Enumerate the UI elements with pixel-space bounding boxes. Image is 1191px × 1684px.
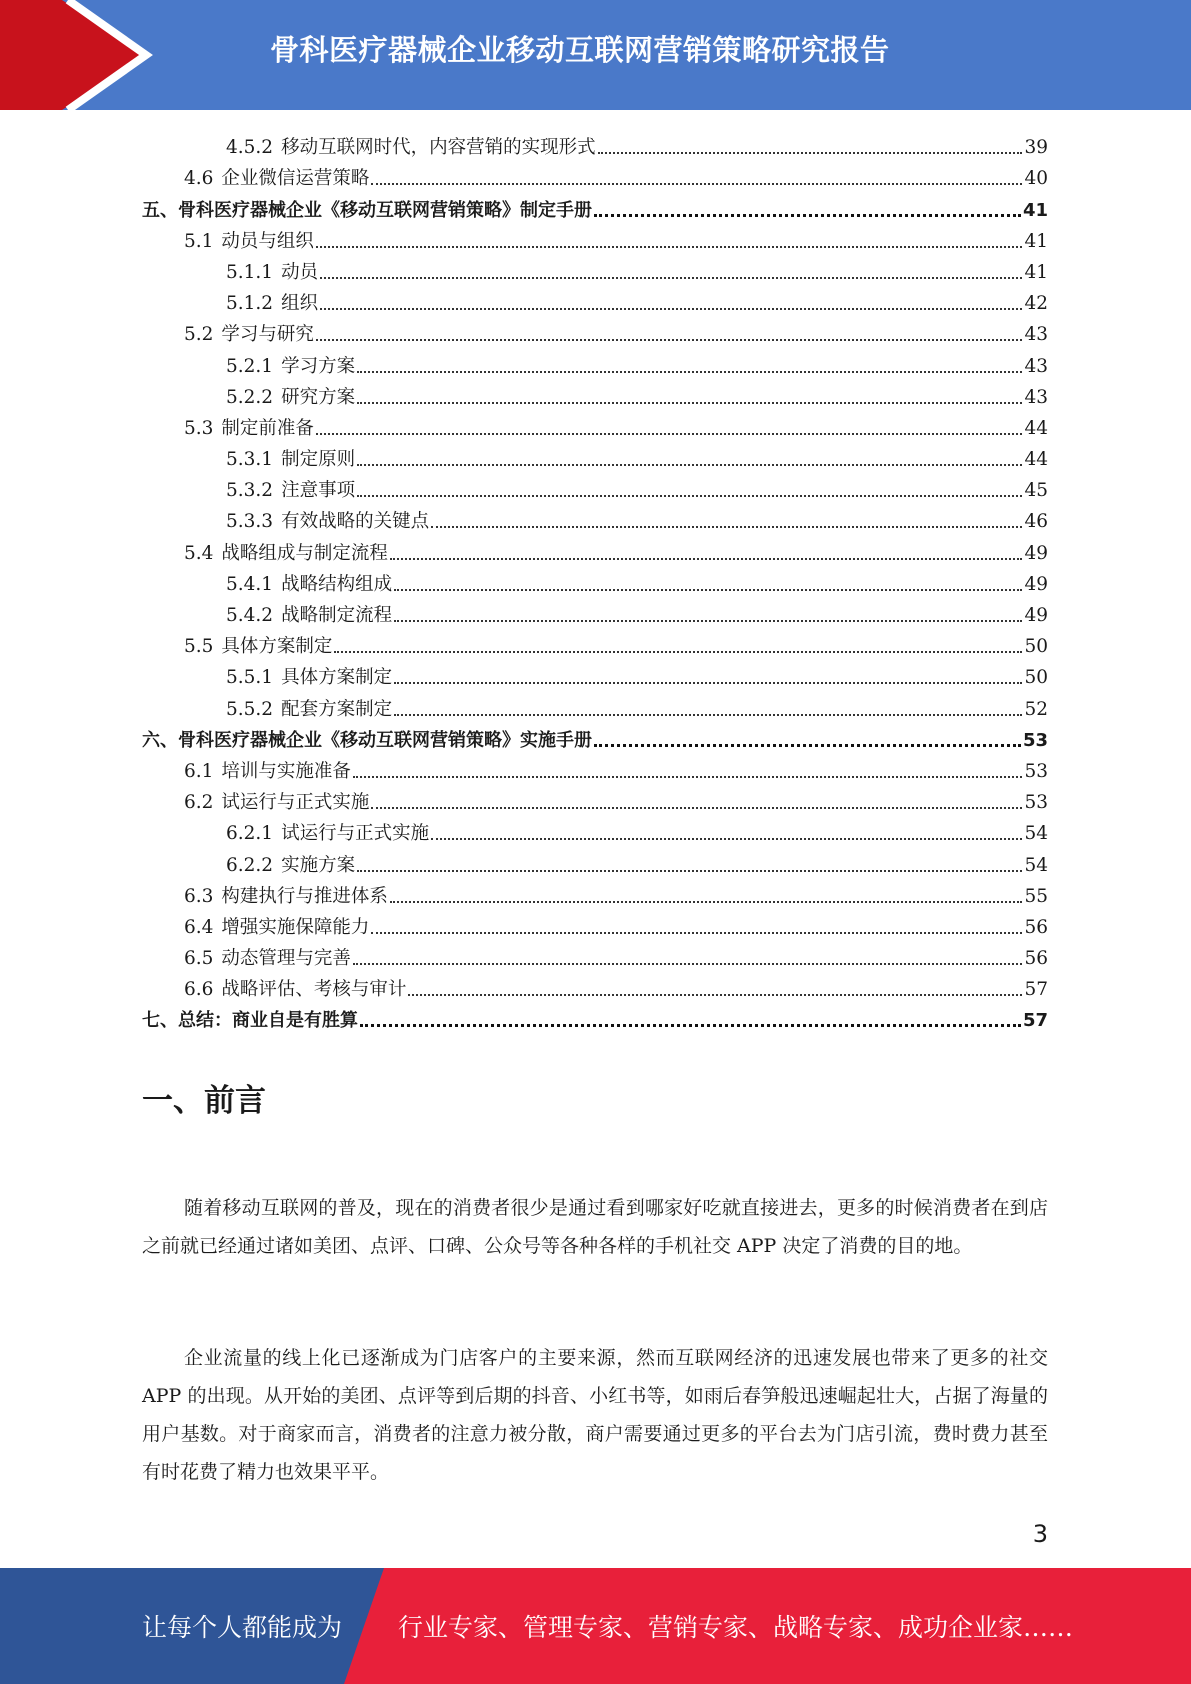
toc-dot-leader bbox=[353, 962, 1023, 965]
toc-entry[interactable] bbox=[142, 783, 1048, 814]
toc-entry[interactable] bbox=[142, 877, 1048, 908]
toc-entry-page: 43 bbox=[1024, 386, 1048, 408]
toc-entry-label: 实施方案 bbox=[281, 854, 356, 876]
toc-entry-number: 5.1.1 bbox=[226, 261, 274, 283]
paragraph-2: 企业流量的线上化已逐渐成为门店客户的主要来源，然而互联网经济的迅速发展也带来了更多的社交 APP 的出现。从开始的美团、点评等到后期的抖音、小红书等，如雨后春笋般迅速崛起壮大，占据了海量的用户基数。对于商家而言，消费者的注意力被分散，商户需要通过更多的平台去为门店引流，费时费力甚至有时花费了精力也效果平平。 bbox=[142, 1347, 1048, 1483]
toc-entry-page: 56 bbox=[1024, 916, 1048, 938]
footer-roles: 行业专家、管理专家、营销专家、战略专家、成功企业家…… bbox=[398, 1613, 1074, 1642]
toc-entry-number: 6.2.2 bbox=[226, 854, 274, 876]
page-header bbox=[0, 0, 1191, 110]
toc-entry-page: 49 bbox=[1024, 573, 1048, 595]
toc-dot-leader bbox=[390, 557, 1023, 560]
toc-dot-leader bbox=[316, 338, 1023, 341]
toc-entry-label: 学习与研究 bbox=[221, 324, 314, 346]
toc-entry[interactable] bbox=[142, 596, 1048, 627]
toc-entry-page: 42 bbox=[1024, 293, 1048, 315]
toc-entry-page: 50 bbox=[1024, 636, 1048, 658]
toc-dot-leader bbox=[394, 713, 1022, 716]
toc-entry-label: 试运行与正式实施 bbox=[221, 792, 370, 814]
toc-entry-number: 5.4.2 bbox=[226, 605, 274, 626]
toc-entry-label: 具体方案制定 bbox=[221, 636, 333, 658]
table-of-contents bbox=[142, 128, 1048, 1032]
toc-entry-number: 5.5.2 bbox=[226, 698, 274, 720]
toc-entry-label: 制定原则 bbox=[281, 449, 356, 471]
toc-entry-page: 53 bbox=[1024, 760, 1048, 782]
toc-entry-page: 41 bbox=[1022, 199, 1048, 221]
toc-dot-leader bbox=[408, 993, 1022, 996]
toc-entry-label: 战略制定流程 bbox=[281, 605, 393, 626]
toc-entry-number: 5.4.1 bbox=[226, 573, 274, 595]
toc-entry-label: 六、骨科医疗器械企业《移动互联网营销策略》实施手册 bbox=[142, 729, 592, 751]
toc-entry-number: 4.5.2 bbox=[226, 137, 274, 159]
toc-entry[interactable] bbox=[142, 845, 1048, 876]
toc-entry[interactable] bbox=[142, 284, 1048, 315]
toc-entry-number: 5.3.2 bbox=[226, 480, 274, 502]
toc-dot-leader bbox=[357, 370, 1022, 373]
toc-entry-page: 49 bbox=[1024, 542, 1048, 564]
toc-dot-leader bbox=[320, 307, 1022, 310]
toc-entry-page: 57 bbox=[1024, 979, 1048, 1001]
toc-entry[interactable] bbox=[142, 752, 1048, 783]
page-footer bbox=[0, 1568, 1191, 1684]
toc-entry-number: 6.1 bbox=[184, 760, 214, 782]
toc-entry-number: 6.2.1 bbox=[226, 823, 274, 845]
toc-dot-leader bbox=[394, 588, 1022, 591]
toc-entry[interactable] bbox=[142, 315, 1048, 346]
toc-entry-label: 培训与实施准备 bbox=[221, 760, 351, 782]
toc-dot-leader bbox=[371, 806, 1022, 809]
toc-entry-page: 57 bbox=[1022, 1010, 1048, 1032]
toc-entry[interactable] bbox=[142, 346, 1048, 377]
toc-entry[interactable] bbox=[142, 253, 1048, 284]
toc-entry[interactable] bbox=[142, 658, 1048, 689]
toc-entry[interactable] bbox=[142, 939, 1048, 970]
toc-dot-leader bbox=[598, 151, 1023, 154]
toc-entry[interactable] bbox=[142, 471, 1048, 502]
toc-dot-leader bbox=[431, 837, 1022, 840]
toc-dot-leader bbox=[316, 432, 1023, 435]
toc-dot-leader bbox=[357, 463, 1022, 466]
toc-entry-page: 39 bbox=[1024, 137, 1048, 159]
toc-entry-label: 动员 bbox=[281, 261, 319, 283]
toc-entry-number: 5.5.1 bbox=[226, 667, 274, 689]
toc-entry[interactable] bbox=[142, 378, 1048, 409]
toc-dot-leader bbox=[594, 213, 1021, 217]
toc-entry-page: 55 bbox=[1024, 885, 1048, 907]
toc-entry-page: 41 bbox=[1024, 261, 1048, 283]
toc-dot-leader bbox=[357, 401, 1022, 404]
toc-dot-leader bbox=[371, 182, 1022, 185]
toc-entry[interactable] bbox=[142, 222, 1048, 253]
toc-entry-number: 6.2 bbox=[184, 792, 214, 814]
toc-entry-number: 4.6 bbox=[184, 168, 214, 190]
toc-dot-leader bbox=[357, 869, 1022, 872]
toc-entry-number: 5.5 bbox=[184, 636, 214, 658]
toc-dot-leader bbox=[320, 276, 1022, 279]
toc-entry-label: 组织 bbox=[281, 293, 319, 315]
toc-entry-label: 企业微信运营策略 bbox=[221, 168, 370, 190]
toc-entry-number: 5.2 bbox=[184, 324, 214, 346]
toc-entry-label: 有效战略的关键点 bbox=[281, 511, 430, 533]
toc-entry-number: 6.4 bbox=[184, 916, 214, 938]
page-number: 3 bbox=[1032, 1520, 1048, 1548]
toc-entry-number: 5.3.3 bbox=[226, 511, 274, 533]
toc-entry[interactable] bbox=[142, 190, 1048, 221]
toc-entry-page: 43 bbox=[1024, 355, 1048, 377]
toc-entry-label: 配套方案制定 bbox=[281, 698, 393, 720]
toc-dot-leader bbox=[594, 743, 1021, 747]
toc-entry[interactable] bbox=[142, 159, 1048, 190]
toc-entry-label: 移动互联网时代，内容营销的实现形式 bbox=[281, 137, 596, 159]
toc-entry-number: 5.2.2 bbox=[226, 386, 274, 408]
toc-entry-page: 53 bbox=[1024, 792, 1048, 814]
toc-dot-leader bbox=[334, 650, 1022, 653]
toc-dot-leader bbox=[357, 494, 1022, 497]
toc-entry-page: 44 bbox=[1024, 417, 1048, 439]
toc-entry[interactable] bbox=[142, 908, 1048, 939]
toc-dot-leader bbox=[394, 681, 1022, 684]
toc-entry-number: 5.3.1 bbox=[226, 449, 274, 471]
toc-entry[interactable] bbox=[142, 565, 1048, 596]
toc-entry-label: 制定前准备 bbox=[221, 417, 314, 439]
toc-dot-leader bbox=[394, 619, 1022, 622]
section-heading: 一、前言 bbox=[142, 1083, 266, 1119]
toc-entry-label: 战略结构组成 bbox=[281, 573, 393, 595]
toc-entry-page: 40 bbox=[1024, 168, 1048, 190]
toc-entry-number: 5.1 bbox=[184, 230, 214, 252]
toc-entry-label: 构建执行与推进体系 bbox=[221, 885, 388, 907]
toc-entry-page: 44 bbox=[1024, 449, 1048, 471]
toc-entry-number: 6.6 bbox=[184, 979, 214, 1001]
toc-entry-page: 53 bbox=[1022, 729, 1048, 751]
header-title: 骨科医疗器械企业移动互联网营销策略研究报告 bbox=[270, 33, 890, 67]
toc-entry-number: 5.2.1 bbox=[226, 355, 274, 377]
toc-dot-leader bbox=[431, 525, 1022, 528]
toc-entry-page: 54 bbox=[1024, 854, 1048, 876]
toc-entry[interactable] bbox=[142, 970, 1048, 1001]
toc-entry[interactable] bbox=[142, 627, 1048, 658]
toc-entry-label: 战略组成与制定流程 bbox=[221, 542, 388, 564]
toc-entry-label: 注意事项 bbox=[281, 480, 356, 502]
toc-dot-leader bbox=[360, 1023, 1021, 1027]
toc-entry-number: 6.5 bbox=[184, 948, 214, 970]
toc-entry-page: 50 bbox=[1024, 667, 1048, 689]
toc-entry[interactable] bbox=[142, 721, 1048, 752]
toc-entry-page: 49 bbox=[1024, 605, 1048, 626]
toc-entry-page: 45 bbox=[1024, 480, 1048, 502]
toc-entry-number: 6.3 bbox=[184, 885, 214, 907]
toc-entry[interactable] bbox=[142, 533, 1048, 564]
toc-entry-page: 41 bbox=[1024, 230, 1048, 252]
toc-entry-label: 增强实施保障能力 bbox=[221, 916, 370, 938]
toc-entry-label: 战略评估、考核与审计 bbox=[221, 979, 407, 1001]
toc-entry-label: 七、总结：商业自是有胜算 bbox=[142, 1010, 358, 1032]
toc-dot-leader bbox=[390, 900, 1023, 903]
toc-entry[interactable] bbox=[142, 502, 1048, 533]
toc-entry-label: 五、骨科医疗器械企业《移动互联网营销策略》制定手册 bbox=[142, 199, 592, 221]
toc-entry[interactable] bbox=[142, 409, 1048, 440]
toc-entry[interactable] bbox=[142, 128, 1048, 159]
toc-entry-label: 研究方案 bbox=[281, 386, 356, 408]
paragraph-1: 随着移动互联网的普及，现在的消费者很少是通过看到哪家好吃就直接进去，更多的时候消费者在到店之前就已经通过诸如美团、点评、口碑、公众号等各种各样的手机社交 APP 决定了消费的目的地。 bbox=[142, 1197, 1048, 1257]
toc-entry-label: 具体方案制定 bbox=[281, 667, 393, 689]
toc-entry-page: 43 bbox=[1024, 324, 1048, 346]
toc-entry[interactable] bbox=[142, 814, 1048, 845]
toc-entry[interactable] bbox=[142, 689, 1048, 720]
toc-entry-page: 46 bbox=[1024, 511, 1048, 533]
toc-entry-label: 学习方案 bbox=[281, 355, 356, 377]
toc-entry-page: 52 bbox=[1024, 698, 1048, 720]
toc-entry[interactable] bbox=[142, 1001, 1048, 1032]
footer-slogan: 让每个人都能成为 bbox=[142, 1613, 343, 1642]
toc-dot-leader bbox=[353, 775, 1023, 778]
toc-dot-leader bbox=[316, 245, 1023, 248]
toc-entry-number: 5.3 bbox=[184, 417, 214, 439]
toc-entry-label: 动态管理与完善 bbox=[221, 948, 351, 970]
toc-entry[interactable] bbox=[142, 440, 1048, 471]
toc-entry-number: 5.4 bbox=[184, 542, 214, 564]
toc-dot-leader bbox=[371, 931, 1022, 934]
toc-entry-number: 5.1.2 bbox=[226, 293, 274, 315]
toc-entry-label: 动员与组织 bbox=[221, 230, 314, 252]
toc-entry-page: 54 bbox=[1024, 823, 1048, 845]
toc-entry-label: 试运行与正式实施 bbox=[281, 823, 430, 845]
toc-entry-page: 56 bbox=[1024, 948, 1048, 970]
